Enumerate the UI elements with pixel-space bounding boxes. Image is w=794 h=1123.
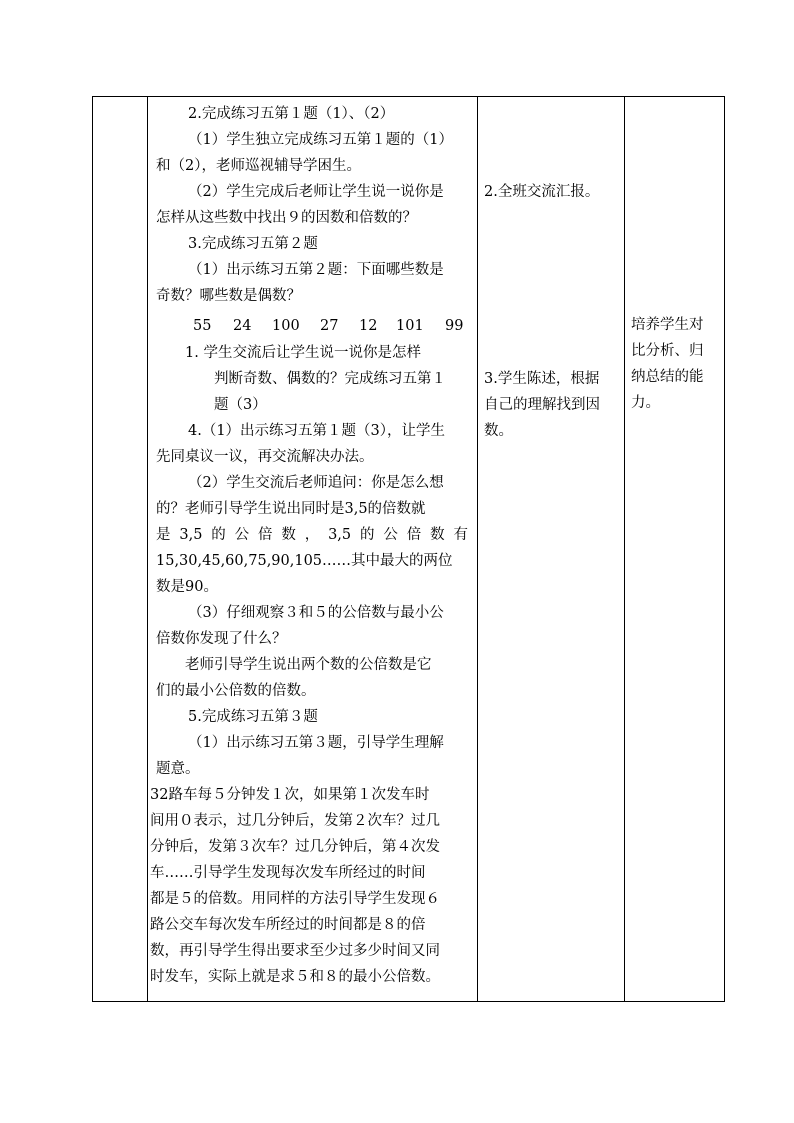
main-line: 5.完成练习五第３题 [188, 709, 318, 725]
number-item: 24 [233, 318, 252, 334]
student-activity-cell [478, 97, 625, 1002]
teaching-process-content [148, 97, 477, 1001]
main-line: （3）仔细观察３和５的公倍数与最小公 [188, 605, 444, 621]
main-line: （1）出示练习五第２题：下面哪些数是 [188, 262, 444, 278]
main-line: 都是５的倍数。用同样的方法引导学生发现６ [150, 891, 440, 907]
design-intent-content [625, 97, 724, 1001]
main-line: 倍数你发现了什么？ [156, 631, 287, 647]
main-line: （2）学生交流后老师追问：你是怎么想 [188, 475, 444, 491]
student-activity-content [478, 97, 624, 1001]
word: ， [304, 527, 320, 543]
main-line: 间用０表示，过几分钟后，发第２次车？过几 [150, 813, 440, 829]
word: 有 [453, 527, 468, 543]
teaching-process-cell [148, 97, 478, 1002]
intent-line: 力。 [631, 395, 660, 411]
main-line: 老师引导学生说出两个数的公倍数是它 [185, 657, 432, 673]
main-line: 先同桌议一议，再交流解决办法。 [156, 449, 374, 465]
main-line: 和（2），老师巡视辅导学困生。 [156, 158, 361, 174]
main-line: 时发车，实际上就是求５和８的最小公倍数。 [150, 969, 440, 985]
main-line: （2）学生完成后老师让学生说一说你是 [188, 184, 444, 200]
word: 的 [211, 527, 226, 543]
main-line: 数，再引导学生得出要求至少过多少时间又同 [150, 943, 440, 959]
main-line: 1. 学生交流后让学生说一说你是怎样 [185, 345, 421, 361]
main-line: 4.（1）出示练习五第１题（3），让学生 [188, 423, 446, 439]
intent-line: 纳总结的能 [631, 369, 704, 385]
lesson-plan-table [92, 96, 725, 1002]
table-row [93, 97, 725, 1002]
main-line: 怎样从这些数中找出９的因数和倍数的？ [156, 210, 417, 226]
word: 公 [234, 527, 250, 543]
main-line: 3.完成练习五第２题 [188, 236, 318, 252]
intent-line: 培养学生对 [631, 317, 704, 333]
word: 3,5 [179, 527, 203, 543]
main-line: （1）出示练习五第３题，引导学生理解 [188, 735, 444, 751]
number-item: 55 [193, 318, 212, 334]
activity-line: 2.全班交流汇报。 [484, 184, 600, 200]
main-line: （1）学生独立完成练习五第１题的（1） [188, 132, 453, 148]
word: 倍 [258, 527, 273, 543]
word: 的 [360, 527, 375, 543]
main-line: 的？老师引导学生说出同时是3,5的倍数就 [156, 501, 426, 517]
main-line: 判断奇数、偶数的？完成练习五第１ [214, 371, 446, 387]
main-line: 车……引导学生发现每次发车所经过的时间 [150, 865, 426, 881]
number-item: 101 [396, 318, 424, 334]
main-line: 2.完成练习五第１题（1）、（2） [188, 106, 395, 122]
number-item: 99 [445, 318, 464, 334]
activity-line: 自己的理解找到因 [484, 397, 600, 413]
activity-line: 3.学生陈述，根据 [484, 371, 600, 387]
number-item: 27 [320, 318, 339, 334]
blank-column-cell [93, 97, 148, 1002]
word: 是 [156, 527, 171, 543]
main-line: 15,30,45,60,75,90,105……其中最大的两位 [156, 553, 453, 569]
number-item: 12 [359, 318, 378, 334]
design-intent-cell [625, 97, 725, 1002]
main-line: 题（3） [214, 397, 267, 413]
main-line: 题意。 [156, 761, 200, 777]
main-line: 路公交车每次发车所经过的时间都是８的倍 [150, 917, 426, 933]
word: 公 [383, 527, 398, 543]
word: 3,5 [328, 527, 352, 543]
word: 数 [430, 527, 445, 543]
activity-line: 数。 [484, 423, 513, 439]
main-line: 们的最小公倍数的倍数。 [156, 683, 316, 699]
word: 倍 [406, 527, 422, 543]
main-line: 数是90。 [156, 579, 218, 595]
main-line: 奇数？哪些数是偶数？ [156, 288, 301, 304]
justified-line [156, 526, 468, 544]
main-line: 分钟后，发第３次车？过几分钟后，第４次发 [150, 839, 440, 855]
intent-line: 比分析、归 [631, 343, 704, 359]
main-line: 32路车每５分钟发１次，如果第１次发车时 [150, 787, 430, 803]
word: 数 [281, 527, 296, 543]
number-item: 100 [272, 318, 300, 334]
